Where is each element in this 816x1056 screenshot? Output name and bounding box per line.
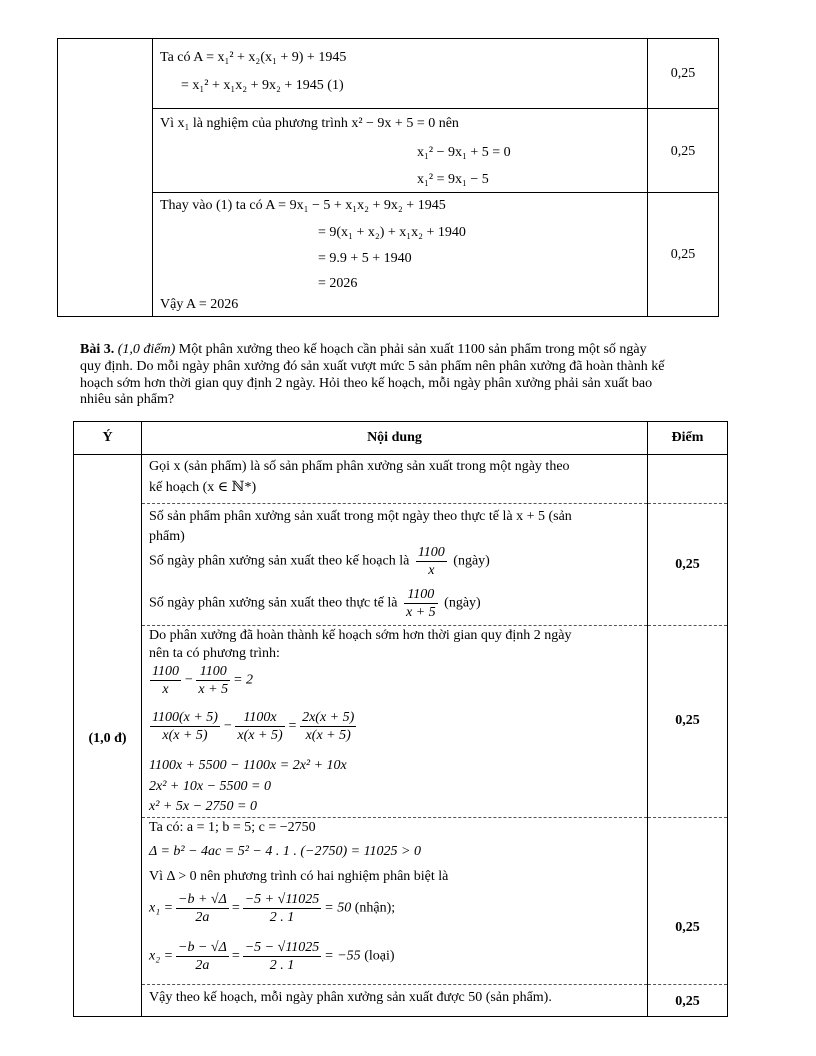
note: (nhận); [354,900,396,916]
equation [147,709,359,744]
text-line: phẩm) [149,529,185,544]
fraction [300,709,356,744]
fraction [243,939,322,974]
math-line: = 9(x₁ + x₂) + x₁x₂ + 1940 [318,225,466,240]
denominator: 2 . 1 [269,958,295,973]
score-cell [647,192,719,317]
content-column [141,454,648,1017]
score: 0,25 [675,920,700,935]
note: (loại) [364,948,395,964]
part-cell [73,454,142,1017]
numerator: 1100 [404,586,438,604]
fraction [150,663,181,698]
content-cell [152,108,648,193]
fraction [416,544,447,579]
denominator: x(x + 5) [305,728,351,743]
text-line: Gọi x (sản phẩm) là số sản phẩm phân xưởng sản xuất trong một ngày theo [149,459,570,474]
numerator: −5 − √11025 [244,940,320,955]
operator: − [222,718,233,734]
score-column [647,454,728,1017]
score-cell [647,38,719,109]
equation: 2x² + 10x − 5500 = 0 [149,779,271,794]
text-line: Do phân xưởng đã hoàn thành kế hoạch sớm hơn thời gian quy định 2 ngày [149,628,572,643]
numerator: 1100 [152,664,179,679]
problem-line: hoạch sớm hơn thời gian quy định 2 ngày. Hỏi theo kế hoạch, mỗi ngày phân xưởng phải sản xuất bao [80,376,653,391]
text-line: Vậy theo kế hoạch, mỗi ngày phân xưởng sản xuất được 50 (sản phẩm). [149,990,552,1005]
fraction-line [149,586,481,621]
header-cell [647,421,728,455]
math-line: Vì x₁ là nghiệm của phương trình x² − 9x + 5 = 0 nên [160,116,459,131]
denominator: x + 5 [405,605,436,620]
score-cell [647,108,719,193]
text: Số ngày phân xưởng sản xuất theo thực tế là [149,595,398,611]
problem-points: (1,0 điểm) [117,342,176,357]
score: 0,25 [675,713,700,728]
content-cell [152,192,648,317]
fraction [243,891,322,926]
score: 0,25 [675,994,700,1009]
row-divider [142,984,647,985]
numerator: 2x(x + 5) [302,710,355,725]
header-cell [141,421,648,455]
text: (ngày) [444,595,481,611]
text: (ngày) [453,553,490,569]
row-divider [142,817,647,818]
denominator: x [162,682,169,697]
problem-line: nhiêu sản phẩm? [80,392,175,407]
math-line: = 2026 [318,276,358,291]
text: Số ngày phân xưởng sản xuất theo kế hoạch là [149,553,410,569]
row-divider [142,503,647,504]
score: 0,25 [675,557,700,572]
score: 0,25 [670,247,696,262]
numerator: 1100 [196,663,230,681]
numerator: 1100x [235,709,284,727]
part-cell-empty [57,38,153,317]
text-line: kế hoạch (x ∈ ℕ*) [149,480,257,495]
header-content: Nội dung [367,430,422,445]
row-divider [142,625,647,626]
denominator: 2 . 1 [269,910,295,925]
text-line: Vì Δ > 0 nên phương trình có hai nghiệm phân biệt là [149,869,449,884]
root-x2: x₂ = $\frac{-b - √\Delta}{2a}$ = $\frac{-5 - √11025}{2 . 1}$ = −55 (loại) [149,940,395,973]
numerator: 1100 [417,545,445,560]
math-line: Thay vào (1) ta có A = 9x₁ − 5 + x₁x₂ + 9x₂ + 1945 [160,198,446,213]
score: 0,25 [670,144,696,159]
lhs: x₁ = [149,900,174,916]
equation: x² + 5x − 2750 = 0 [149,799,257,814]
header-y: Ý [102,430,113,445]
fraction-line [149,544,490,579]
score: 0,25 [670,66,696,81]
denominator: x + 5 [198,682,229,697]
rhs: = 2 [233,672,254,688]
denominator: 2a [195,910,210,925]
fraction [150,709,220,744]
denominator: x(x + 5) [237,728,283,743]
math-line: x₁² = 9x₁ − 5 [417,172,489,187]
root-x1: x₁ = $\frac{-b + √\Delta}{2a}$ = $\frac{-5 + √11025}{2 . 1}$ = 50 (nhận); [149,892,396,925]
operator: − [183,672,194,688]
row-divider [648,817,727,818]
math-line: x₁² − 9x₁ + 5 = 0 [417,145,511,160]
fraction [196,663,230,698]
denominator: x [428,563,435,578]
fraction [176,891,229,926]
denominator: 2a [195,958,210,973]
operator: = [287,718,298,734]
row-divider [648,503,727,504]
problem-line: Một phân xưởng theo kế hoạch cần phải sản xuất 1100 sản phẩm trong một số ngày [178,342,647,357]
math-line: Ta có A = x₁² + x₂(x₁ + 9) + 1945 [160,50,347,65]
rhs: = −55 [324,948,361,964]
lhs: x₂ = [149,948,174,964]
text-line: Ta có: a = 1; b = 5; c = −2750 [149,820,316,835]
numerator: 1100(x + 5) [152,710,218,725]
equation [147,663,253,698]
header-score: Điểm [671,430,704,445]
text-line: Số sản phẩm phân xưởng sản xuất trong một ngày theo thực tế là x + 5 (sản [149,509,572,524]
part-label: (1,0 đ) [88,731,127,746]
numerator: −5 + √11025 [244,892,320,907]
text-line: nên ta có phương trình: [149,646,280,661]
numerator: −b + √Δ [178,892,227,907]
math-line: = x₁² + x₁x₂ + 9x₂ + 1945 (1) [181,78,344,93]
numerator: −b − √Δ [178,940,227,955]
problem-label: Bài 3. [80,342,115,357]
problem-line: quy định. Do mỗi ngày phân xưởng đó sản xuất vượt mức 5 sản phẩm nên phân xưởng đã hoàn thành kế [80,359,665,374]
fraction [404,586,438,621]
row-divider [648,984,727,985]
header-cell [73,421,142,455]
fraction [176,939,229,974]
row-divider [648,625,727,626]
math-line: = 9.9 + 5 + 1940 [318,251,412,266]
math-line: Vậy A = 2026 [160,297,239,312]
equation: 1100x + 5500 − 1100x = 2x² + 10x [149,758,347,773]
fraction [235,709,284,744]
content-cell [152,38,648,109]
rhs: = 50 [324,900,352,916]
equation: Δ = b² − 4ac = 5² − 4 . 1 . (−2750) = 11025 > 0 [149,844,421,859]
denominator: x(x + 5) [162,728,208,743]
